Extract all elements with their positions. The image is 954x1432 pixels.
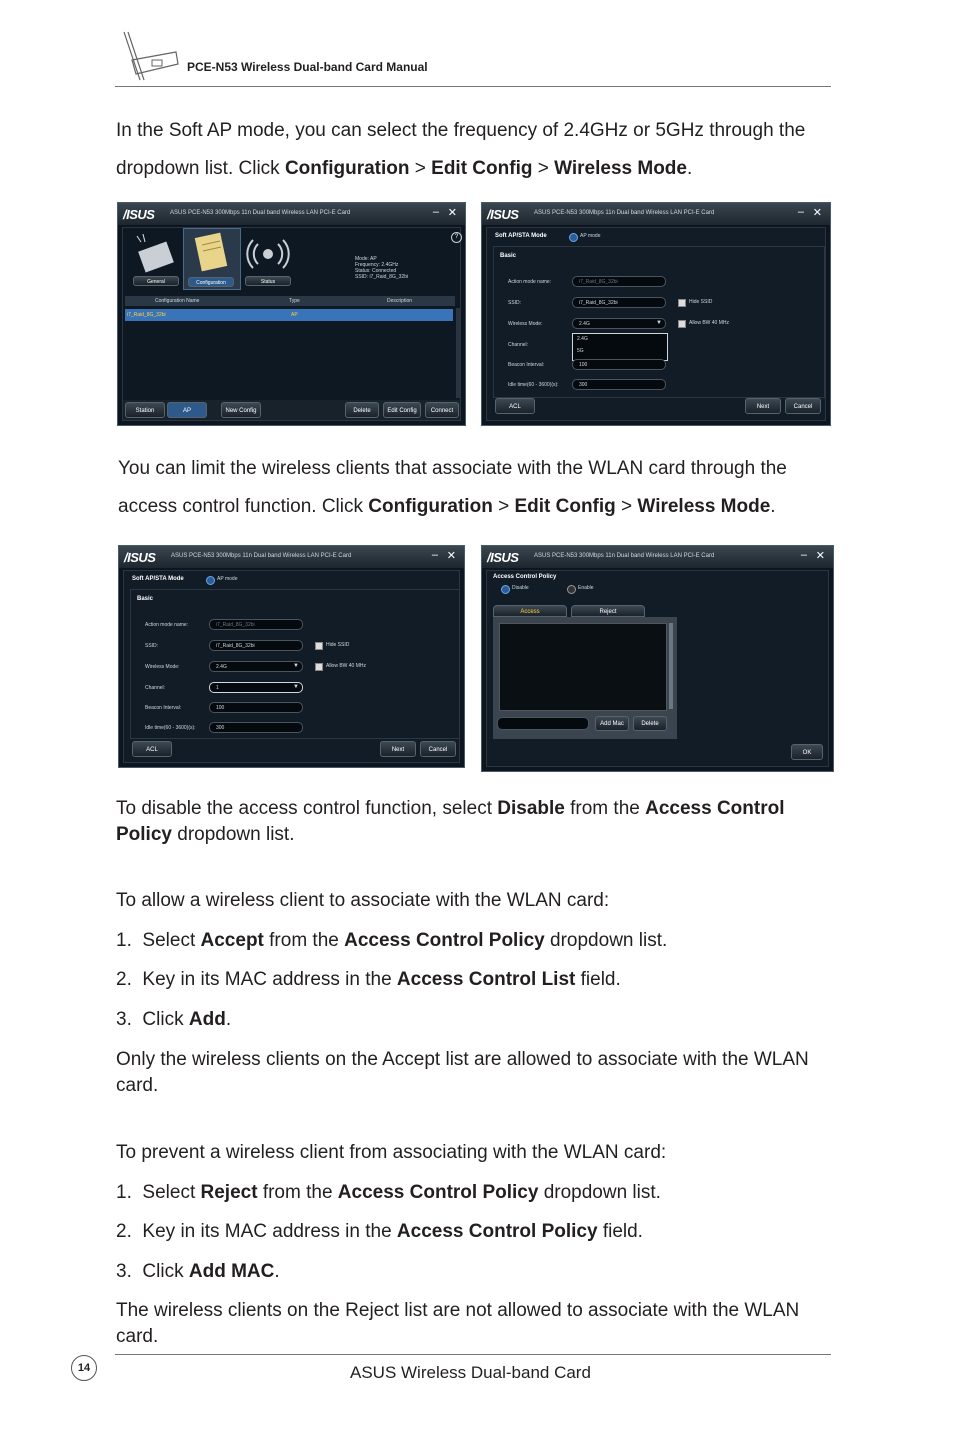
asus-logo: /ISUS bbox=[487, 550, 519, 565]
prevent-step-2 bbox=[116, 1219, 836, 1245]
para1-end: . bbox=[686, 158, 693, 179]
hide-ssid-label: Hide SSID bbox=[326, 642, 350, 648]
label-ssid: SSID: bbox=[508, 300, 522, 306]
row-type: AP bbox=[291, 312, 298, 318]
para2-sep: > bbox=[492, 496, 515, 517]
para2-configuration: Configuration bbox=[368, 496, 493, 517]
label-wireless-mode: Wireless Mode: bbox=[508, 321, 543, 327]
step-bold: Access Control Policy bbox=[337, 1182, 539, 1203]
label-idle-time: Idle time(60 - 3600)(s): bbox=[145, 725, 196, 731]
acl-button[interactable]: ACL bbox=[132, 741, 172, 757]
step-bold: Access Control Policy bbox=[396, 1221, 598, 1242]
clipboard-icon bbox=[184, 229, 240, 277]
access-list-panel bbox=[493, 617, 677, 739]
step-bold: Access Control List bbox=[396, 969, 576, 990]
label-ssid: SSID: bbox=[145, 643, 159, 649]
step-text: field. bbox=[575, 969, 621, 990]
col-description: Description bbox=[387, 298, 413, 304]
tab-configuration[interactable] bbox=[183, 228, 241, 290]
label-action-mode-name: Action mode name: bbox=[145, 622, 189, 628]
step-number: 2. bbox=[116, 969, 132, 990]
step-text: Select bbox=[142, 930, 201, 951]
action-mode-name-field[interactable]: i7_Raid_8G_32bi bbox=[209, 619, 303, 630]
para2-wireless-mode: Wireless Mode bbox=[637, 496, 771, 517]
prevent-note: The wireless clients on the Reject list are not allowed to associate with the WLAN card. bbox=[116, 1300, 800, 1347]
action-mode-name-field[interactable]: i7_Raid_8G_32bi bbox=[572, 276, 666, 287]
minimize-button[interactable]: – bbox=[432, 206, 439, 218]
group-title: Basic bbox=[500, 253, 517, 259]
basic-group bbox=[493, 246, 825, 398]
bottom-toolbar bbox=[123, 400, 460, 420]
para2-text: access control function. Click bbox=[118, 496, 369, 517]
allow-step-2 bbox=[116, 967, 836, 993]
prevent-step-1 bbox=[116, 1180, 836, 1206]
para2-edit-config: Edit Config bbox=[514, 496, 616, 517]
section-title: Soft AP/STA Mode bbox=[132, 576, 184, 582]
step-bold: Reject bbox=[200, 1182, 258, 1203]
label-channel: Channel: bbox=[145, 685, 166, 691]
col-configuration-name: Configuration Name bbox=[155, 298, 200, 304]
label-beacon-interval: Beacon Interval: bbox=[145, 705, 182, 711]
next-button[interactable]: Next bbox=[380, 741, 416, 757]
step-text: Key in its MAC address in the bbox=[142, 969, 397, 990]
ap-mode-label: AP mode bbox=[580, 233, 601, 239]
tab-status[interactable] bbox=[243, 232, 293, 288]
tab-general[interactable] bbox=[131, 232, 181, 288]
step-bold: Add MAC bbox=[188, 1261, 275, 1282]
ap-mode-label: AP mode bbox=[217, 576, 238, 582]
close-button[interactable]: ✕ bbox=[815, 550, 825, 562]
step-text: Key in its MAC address in the bbox=[142, 1221, 397, 1242]
connect-button[interactable]: Connect bbox=[425, 402, 459, 418]
para1-line1: In the Soft AP mode, you can select the frequency of 2.4GHz or 5GHz through the bbox=[116, 120, 806, 141]
tab-access[interactable]: Access bbox=[493, 605, 567, 617]
step-text: from the bbox=[263, 930, 345, 951]
status-info bbox=[355, 256, 408, 280]
intro-paragraph-soft-ap bbox=[116, 112, 836, 188]
allow-note: Only the wireless clients on the Accept list are allowed to associate with the WLAN card. bbox=[116, 1049, 809, 1096]
cancel-button[interactable]: Cancel bbox=[785, 398, 821, 414]
wireless-mode-select[interactable]: 2.4G bbox=[572, 318, 666, 329]
para1-text: dropdown list. Click bbox=[116, 158, 285, 179]
hide-ssid-label: Hide SSID bbox=[689, 299, 713, 305]
step-text: Select bbox=[142, 1182, 201, 1203]
para2-end: . bbox=[770, 496, 776, 517]
beacon-interval-field[interactable]: 100 bbox=[209, 702, 303, 713]
screenshot-soft-ap-dropdown-window bbox=[481, 202, 831, 426]
para1-wireless-mode: Wireless Mode bbox=[554, 158, 687, 179]
mac-address-field[interactable] bbox=[497, 717, 589, 730]
disable-paragraph bbox=[116, 796, 836, 848]
allow-bw-checkbox[interactable] bbox=[315, 663, 323, 671]
ap-mode-radio[interactable] bbox=[569, 233, 578, 242]
window-title: ASUS PCE-N53 300Mbps 11n Dual band Wireless LAN PCI-E Card bbox=[170, 210, 351, 216]
idle-time-field[interactable]: 300 bbox=[572, 379, 666, 390]
asus-logo: /ISUS bbox=[487, 207, 519, 222]
title-bar bbox=[118, 203, 465, 225]
help-icon[interactable]: ? bbox=[451, 232, 462, 243]
router-icon bbox=[131, 232, 181, 276]
beacon-interval-field[interactable]: 100 bbox=[572, 359, 666, 370]
window-title: ASUS PCE-N53 300Mbps 11n Dual band Wireless LAN PCI-E Card bbox=[171, 553, 352, 559]
screenshot-access-control-window bbox=[481, 545, 834, 772]
info-ssid: SSID: i7_Raid_8G_32bi bbox=[355, 274, 409, 280]
ok-button[interactable]: OK bbox=[791, 744, 823, 760]
allow-bw-checkbox[interactable] bbox=[678, 320, 686, 328]
acl-button[interactable]: ACL bbox=[495, 398, 535, 414]
allow-bw-label: Allow BW 40 MHz bbox=[326, 663, 367, 669]
minimize-button[interactable]: – bbox=[797, 206, 804, 218]
row-name: i7_Raid_8G_32bi bbox=[127, 312, 166, 318]
para2-line1: You can limit the wireless clients that associate with the WLAN card through the bbox=[118, 458, 787, 479]
label-idle-time: Idle time(60 - 3600)(s): bbox=[508, 382, 559, 388]
info-mode: Mode: AP bbox=[355, 256, 377, 262]
footer-divider bbox=[115, 1354, 831, 1355]
allow-step-1 bbox=[116, 928, 836, 954]
edit-config-button[interactable]: Edit Config bbox=[383, 402, 421, 418]
screenshot-configuration-window bbox=[117, 202, 466, 426]
hide-ssid-checkbox[interactable] bbox=[315, 642, 323, 650]
window-title: ASUS PCE-N53 300Mbps 11n Dual band Wireless LAN PCI-E Card bbox=[534, 210, 715, 216]
access-control-list[interactable] bbox=[499, 623, 667, 711]
label-channel: Channel: bbox=[508, 342, 529, 348]
title-bar bbox=[119, 546, 464, 568]
step-number: 1. bbox=[116, 1182, 132, 1203]
label-wireless-mode: Wireless Mode: bbox=[145, 664, 180, 670]
para1-edit-config: Edit Config bbox=[431, 158, 533, 179]
cancel-button[interactable]: Cancel bbox=[420, 741, 456, 757]
station-button[interactable]: Station bbox=[125, 402, 165, 418]
asus-logo: /ISUS bbox=[124, 550, 156, 565]
step-bold: Add bbox=[188, 1009, 226, 1030]
asus-logo: /ISUS bbox=[123, 207, 155, 222]
step-number: 2. bbox=[116, 1221, 132, 1242]
minimize-button[interactable]: – bbox=[431, 549, 438, 561]
para3-disable: Disable bbox=[497, 798, 565, 819]
minimize-button[interactable]: – bbox=[800, 549, 807, 561]
card-illustration-icon bbox=[118, 30, 180, 86]
para3-text: from the bbox=[564, 798, 646, 819]
tab-reject[interactable]: Reject bbox=[571, 605, 645, 617]
disable-label: Disable bbox=[512, 585, 529, 591]
step-number: 3. bbox=[116, 1261, 132, 1282]
header-title: PCE-N53 Wireless Dual-band Card Manual bbox=[187, 60, 428, 74]
para1-sep: > bbox=[532, 158, 555, 179]
new-config-button[interactable]: New Config bbox=[221, 402, 261, 418]
step-text: dropdown list. bbox=[544, 930, 668, 951]
delete-button[interactable]: Delete bbox=[345, 402, 379, 418]
para2-sep: > bbox=[615, 496, 638, 517]
allow-bw-label: Allow BW 40 MHz bbox=[689, 320, 730, 326]
enable-label: Enable bbox=[578, 585, 594, 591]
prevent-step-3 bbox=[116, 1259, 836, 1285]
para1-sep: > bbox=[409, 158, 432, 179]
close-button[interactable]: ✕ bbox=[447, 207, 457, 219]
table-row[interactable] bbox=[125, 309, 453, 321]
scrollbar[interactable] bbox=[456, 308, 460, 398]
step-bold: Access Control Policy bbox=[344, 930, 545, 951]
step-text: Click bbox=[142, 1009, 189, 1030]
para1-configuration: Configuration bbox=[284, 158, 410, 179]
para2-line2 bbox=[118, 488, 838, 526]
col-type: Type bbox=[289, 298, 300, 304]
screenshot-soft-ap-sta-window bbox=[118, 545, 465, 768]
step-text: Click bbox=[142, 1261, 189, 1282]
tab-configuration-label: Configuration bbox=[188, 277, 234, 287]
info-status: Status: Connected bbox=[355, 268, 397, 274]
chevron-down-icon: ▼ bbox=[293, 663, 299, 669]
enable-radio[interactable] bbox=[567, 585, 576, 594]
allow-step-3 bbox=[116, 1007, 836, 1033]
page-number: 14 bbox=[71, 1355, 97, 1381]
header-divider bbox=[115, 86, 831, 87]
allow-intro: To allow a wireless client to associate with the WLAN card: bbox=[116, 890, 610, 911]
intro-paragraph-access-control bbox=[118, 450, 838, 526]
label-beacon-interval: Beacon Interval: bbox=[508, 362, 545, 368]
ssid-field[interactable]: i7_Raid_8G_32bi bbox=[209, 640, 303, 651]
step-text: from the bbox=[257, 1182, 338, 1203]
para3-access-control-policy: Access Control Policy bbox=[116, 798, 785, 845]
step-number: 3. bbox=[116, 1009, 132, 1030]
title-bar bbox=[482, 546, 833, 568]
para3-end: dropdown list. bbox=[171, 824, 295, 845]
ap-mode-radio[interactable] bbox=[206, 576, 215, 585]
scrollbar[interactable] bbox=[669, 623, 673, 709]
section-title: Soft AP/STA Mode bbox=[495, 233, 547, 239]
add-mac-button[interactable]: Add Mac bbox=[595, 716, 629, 731]
step-text: dropdown list. bbox=[538, 1182, 661, 1203]
basic-group bbox=[130, 589, 460, 739]
close-button[interactable]: ✕ bbox=[446, 550, 456, 562]
section-title: Access Control Policy bbox=[493, 574, 557, 580]
wireless-mode-dropdown[interactable] bbox=[572, 333, 668, 361]
table-header bbox=[125, 296, 455, 306]
idle-time-field[interactable]: 300 bbox=[209, 722, 303, 733]
hide-ssid-checkbox[interactable] bbox=[678, 299, 686, 307]
chevron-down-icon: ▼ bbox=[293, 684, 299, 690]
step-bold: Accept bbox=[200, 930, 264, 951]
footer-text: ASUS Wireless Dual-band Card bbox=[350, 1363, 591, 1382]
window-title: ASUS PCE-N53 300Mbps 11n Dual band Wireless LAN PCI-E Card bbox=[534, 553, 715, 559]
wireless-mode-select[interactable]: 2.4G bbox=[209, 661, 303, 672]
prevent-intro: To prevent a wireless client from associating with the WLAN card: bbox=[116, 1142, 667, 1163]
next-button[interactable]: Next bbox=[745, 398, 781, 414]
chevron-down-icon: ▼ bbox=[656, 320, 662, 326]
info-frequency: Frequency: 2.4GHz bbox=[355, 262, 399, 268]
ap-button[interactable]: AP bbox=[167, 402, 207, 418]
para3-text: To disable the access control function, select bbox=[116, 798, 498, 819]
title-bar bbox=[482, 203, 830, 225]
close-button[interactable]: ✕ bbox=[812, 207, 822, 219]
option-5g[interactable]: 5G bbox=[577, 348, 584, 354]
para1-line2 bbox=[116, 150, 836, 188]
step-text: field. bbox=[597, 1221, 643, 1242]
channel-select[interactable]: 1 bbox=[209, 682, 303, 693]
ssid-field[interactable]: i7_Raid_8G_32bi bbox=[572, 297, 666, 308]
tab-status-label: Status bbox=[245, 276, 291, 286]
group-title: Basic bbox=[137, 596, 154, 602]
tab-general-label: General bbox=[133, 276, 179, 286]
option-2-4g[interactable]: 2.4G bbox=[577, 336, 588, 342]
step-text: . bbox=[274, 1261, 280, 1282]
label-action-mode-name: Action mode name: bbox=[508, 279, 552, 285]
disable-radio[interactable] bbox=[501, 585, 510, 594]
wireless-status-icon bbox=[243, 232, 293, 276]
step-number: 1. bbox=[116, 930, 132, 951]
step-text: . bbox=[225, 1009, 232, 1030]
delete-button[interactable]: Delete bbox=[633, 716, 667, 731]
